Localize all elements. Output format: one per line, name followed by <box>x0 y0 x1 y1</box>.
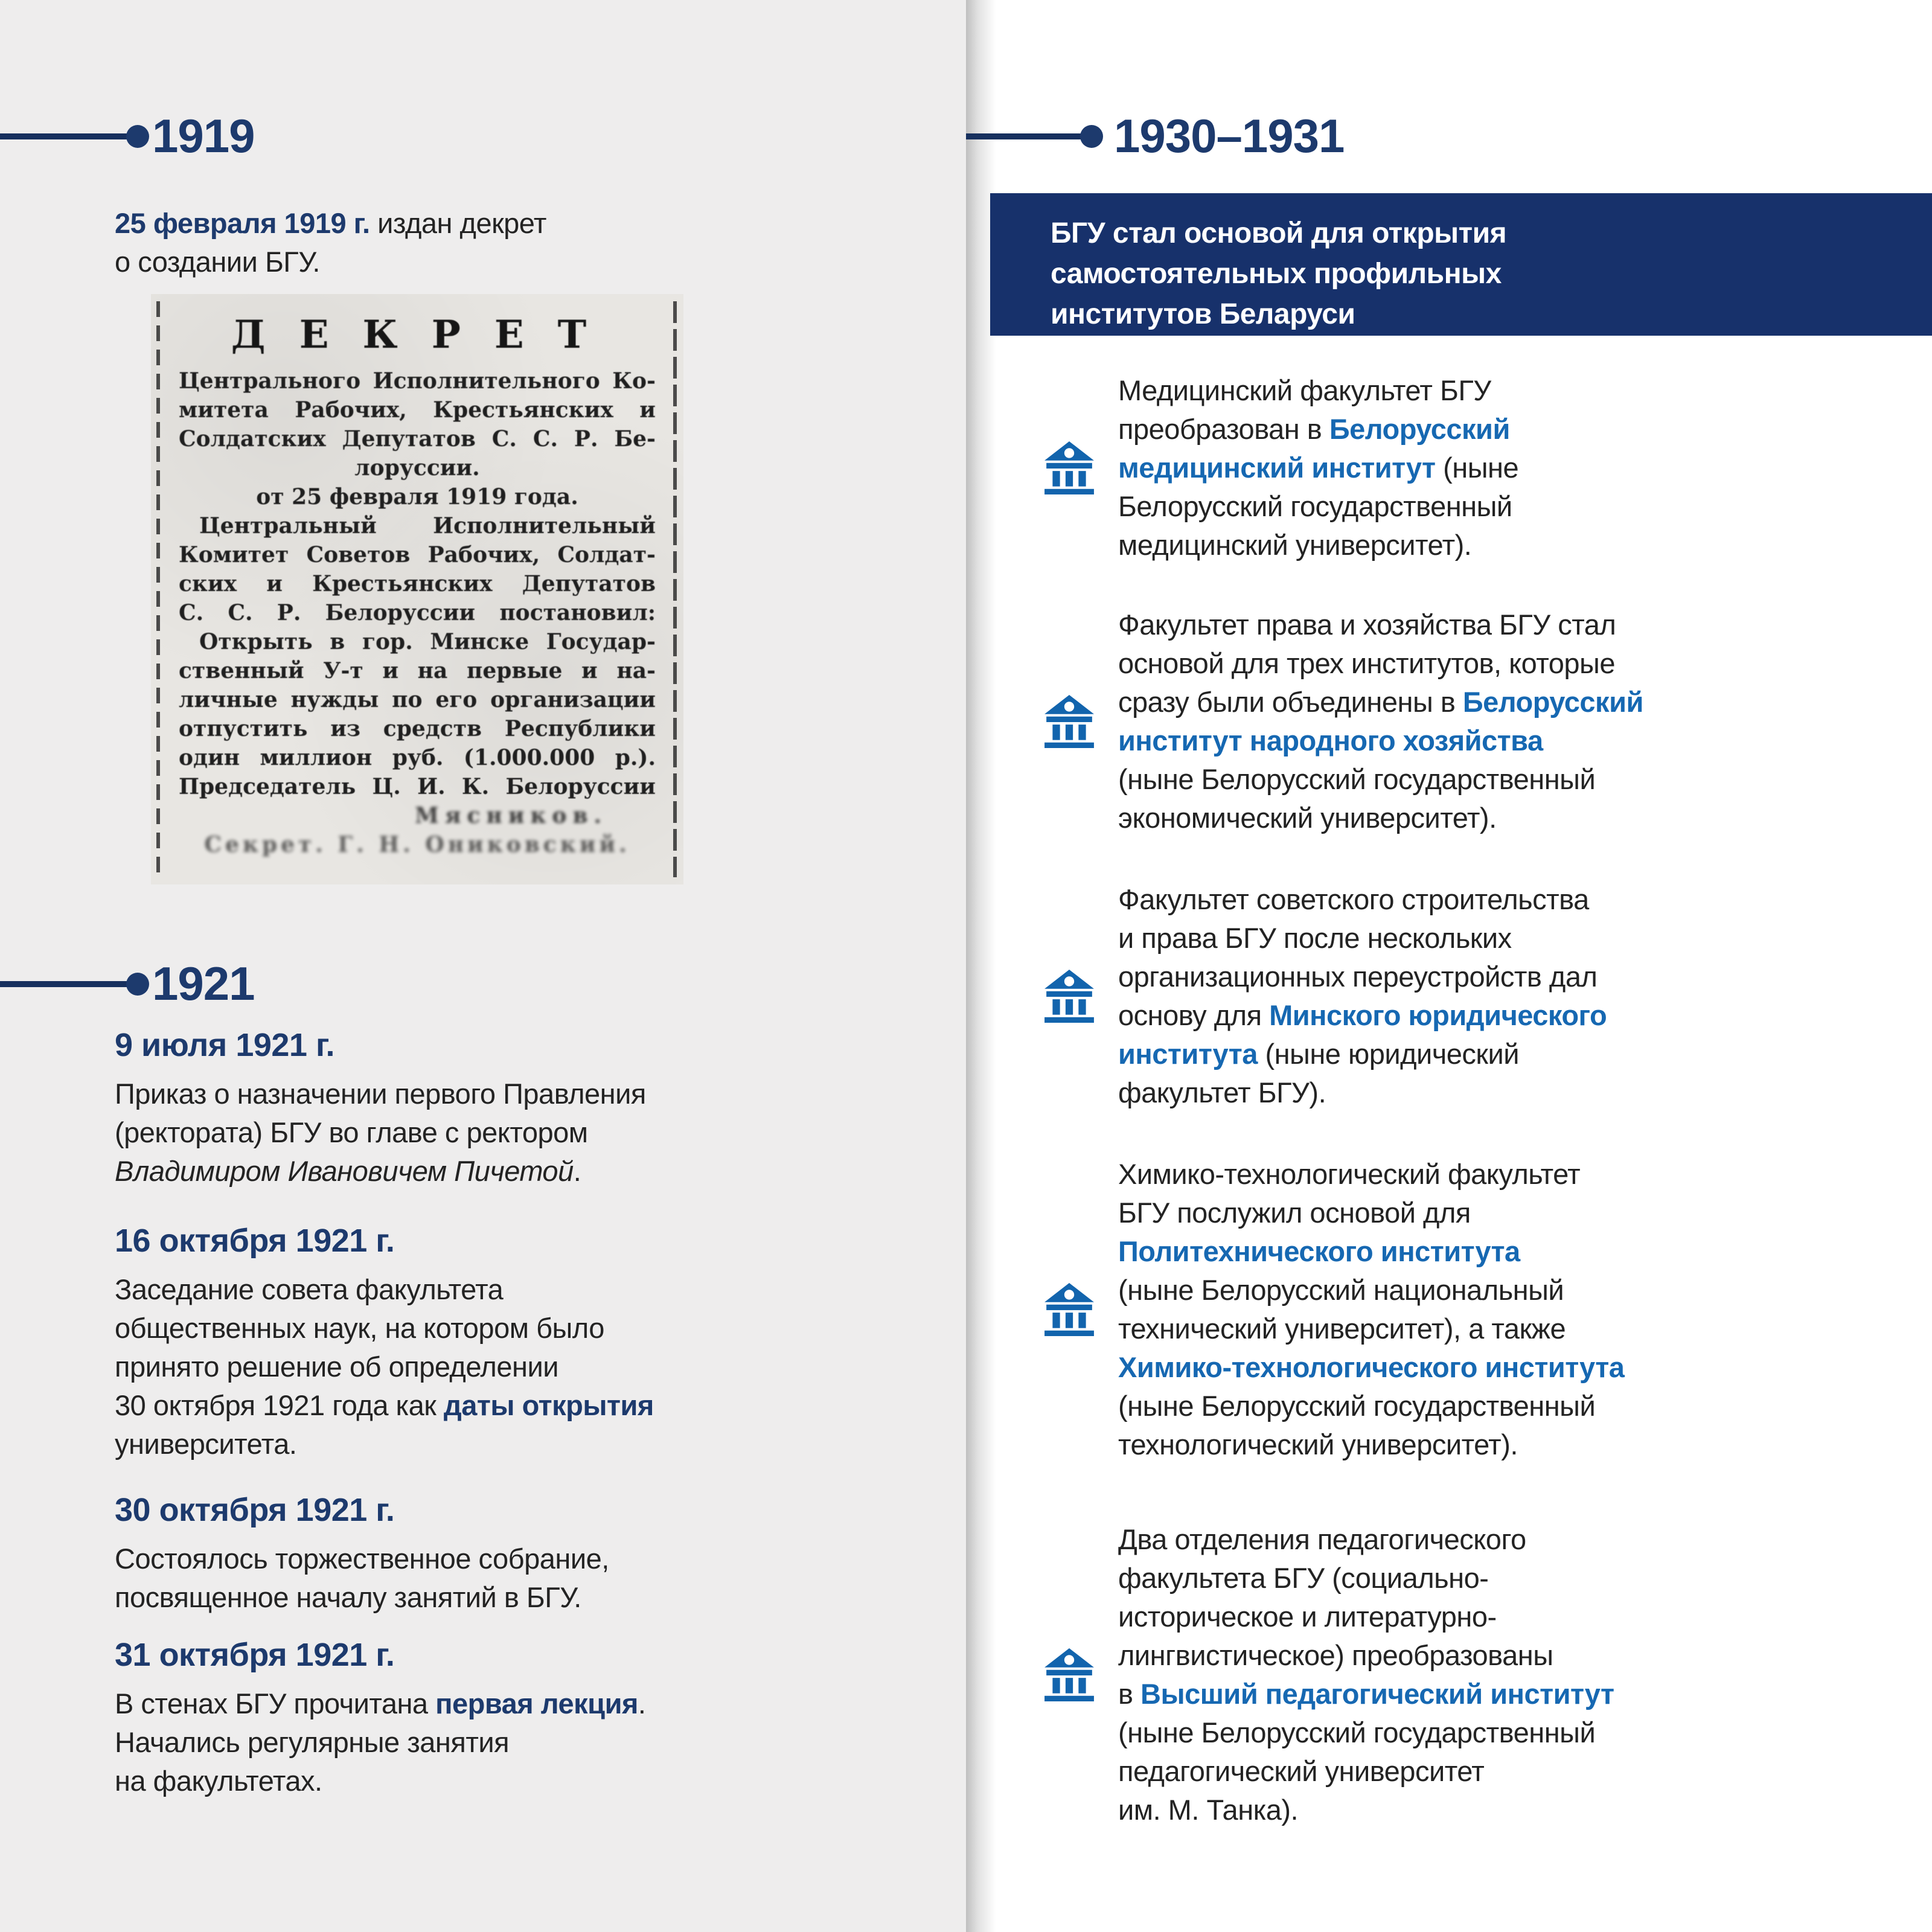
event-30-october-1921-text: Состоялось торжественное собрание, посвященное началу занятий в БГУ. <box>115 1543 609 1613</box>
paragraph-text: Два отделения педагогического факультета БГУ (социально- историческое и литературно- лингвистическое) преобразованы в Высший педагогический институт (ныне Белорусский государственный педагогический университет им. М. Танка). <box>1118 1523 1614 1826</box>
timeline-dot-1930 <box>1080 125 1103 148</box>
event-date-31-october-1921: 31 октября 1921 г. <box>115 1637 395 1673</box>
institute-paragraph-law <box>1044 880 1607 1112</box>
paragraph-text: Химико-технологический факультет БГУ послужил основой для Политехнического института (ныне Белорусский национальный технический университет), а также Химико-технологического института (ныне Белорусский государственный технологический университет). <box>1118 1158 1625 1460</box>
event-date-16-october-1921: 16 октября 1921 г. <box>115 1223 395 1259</box>
event-9-july-1921-text: Приказ о назначении первого Правления (ректората) БГУ во главе с ректором Владимиром Ивановичем Пичетой. <box>115 1078 646 1187</box>
clipping-torn-edge-right <box>673 301 677 877</box>
event-date-30-october-1921: 30 октября 1921 г. <box>115 1492 395 1528</box>
university-building-icon <box>1044 1648 1094 1701</box>
institute-paragraph-medical <box>1044 371 1518 565</box>
opening-date-highlight: даты открытия <box>443 1389 654 1421</box>
timeline-dot-1921 <box>126 973 149 996</box>
first-lecture-highlight: первая лекция <box>435 1687 638 1719</box>
event-date: 25 февраля 1919 г. <box>115 207 370 239</box>
decree-newspaper-scan: ДЕКРЕТ Центрального Исполнительного Ко- митета Рабочих, Крестьянских и Солдатских Депутатов С. С. Р. Бе- лоруссии. от 25 февраля 1919 года. Центральный Исполнительный Комитет Советов Рабочих, Солдат- ских и Крестьянских Депутатов С. С. Р. Белоруссии постановил: Открыть в гор. Минске Государ- ственный У-т и на первые и на- личные нужды по его организации отпустить из средств Республики один миллион руб. (1.000.000 р.). Председатель Ц. И. К. Белоруссии Мясников. Секрет. Г. Н. Ониковский. <box>151 294 683 884</box>
event-31-october-1921-text: В стенах БГУ прочитана первая лекция. Начались регулярные занятия на факультетах. <box>115 1687 646 1797</box>
institute-paragraph-polytechnic <box>1044 1155 1624 1464</box>
timeline-year-1921: 1921 <box>152 957 255 1010</box>
university-building-icon <box>1044 695 1094 748</box>
timeline-year-1930-1931: 1930–1931 <box>1114 109 1345 162</box>
university-building-icon <box>1044 441 1094 494</box>
clipping-torn-edge-left <box>156 301 160 877</box>
timeline-year-1919: 1919 <box>152 109 255 162</box>
university-building-icon <box>1044 970 1094 1023</box>
timeline-line-1919 <box>0 133 130 139</box>
decree-title: ДЕКРЕТ <box>231 312 621 357</box>
paragraph-text: Факультет советского строительства и права БГУ после нескольких организационных переустройств дал основу для Минского юридического института (ныне юридический факультет БГУ). <box>1118 883 1607 1108</box>
timeline-dot-1919 <box>126 125 149 148</box>
event-date-9-july-1921: 9 июля 1921 г. <box>115 1027 335 1063</box>
institute-paragraph-economy <box>1044 606 1643 837</box>
highlight-banner: БГУ стал основой для открытия самостоятельных профильных институтов Беларуси <box>990 193 1932 336</box>
paragraph-text: Медицинский факультет БГУ преобразован в Белорусский медицинский институт (ныне Белорусский государственный медицинский университет). <box>1118 374 1519 561</box>
rector-name: Владимиром Ивановичем Пичетой <box>115 1155 574 1187</box>
paragraph-text: Факультет права и хозяйства БГУ стал основой для трех институтов, которые сразу были объединены в Белорусский институт народного хозяйства (ныне Белорусский государственный экономический университет). <box>1118 609 1643 834</box>
timeline-line-1921 <box>0 981 130 987</box>
university-building-icon <box>1044 1283 1094 1336</box>
event-1919-text: 25 февраля 1919 г. издан декрет о создании БГУ. <box>115 207 546 278</box>
timeline-line-1930 <box>966 133 1082 139</box>
institute-paragraph-pedagogical <box>1044 1520 1614 1829</box>
event-16-october-1921-text: Заседание совета факультета общественных наук, на котором было принято решение об определении 30 октября 1921 года как даты открытия университета. <box>115 1273 654 1460</box>
